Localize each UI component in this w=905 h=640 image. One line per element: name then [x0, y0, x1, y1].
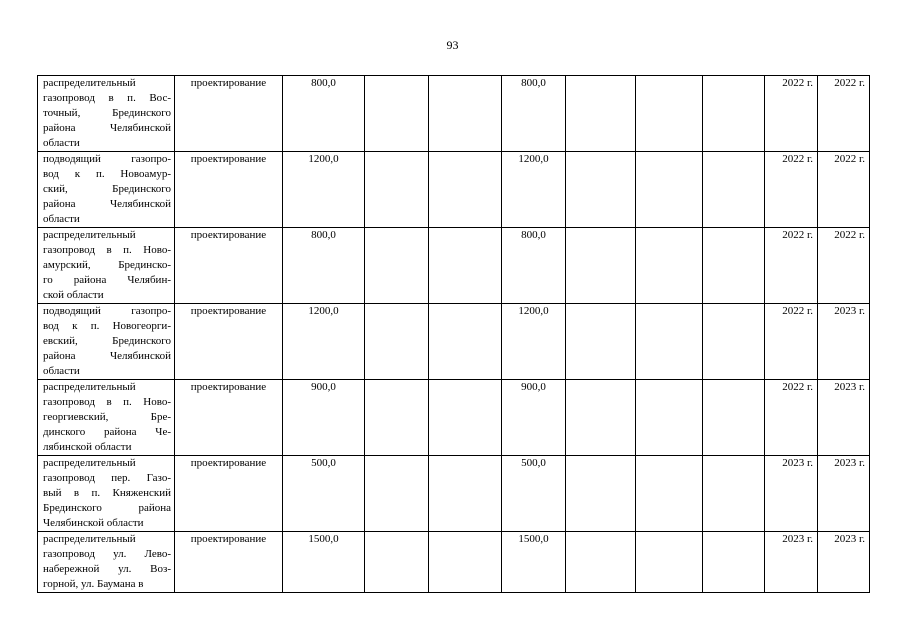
object-name-line: го района Челябин- [43, 274, 171, 286]
object-name-line: набережной ул. Воз- [43, 563, 171, 575]
object-name-line: распределительный [43, 77, 136, 89]
empty-cell [365, 304, 429, 380]
amount-cell: 1200,0 [502, 152, 566, 228]
object-name-line: точный, Брединского [43, 107, 171, 119]
empty-cell [429, 228, 502, 304]
empty-cell [365, 228, 429, 304]
amount-cell: 1200,0 [502, 304, 566, 380]
start-year-cell: 2022 г. [765, 228, 818, 304]
object-name-line: газопровод в п. Вос- [43, 92, 171, 104]
object-name-line: района Челябинской [43, 122, 171, 134]
empty-cell [703, 228, 765, 304]
empty-cell [703, 380, 765, 456]
object-name-cell [38, 76, 175, 152]
table-row [38, 76, 870, 152]
empty-cell [365, 456, 429, 532]
stage-cell: проектирование [175, 152, 283, 228]
object-name-line: вод к п. Новоамур- [43, 168, 171, 180]
object-name-cell [38, 380, 175, 456]
start-year-cell: 2023 г. [765, 456, 818, 532]
amount-cell: 1500,0 [502, 532, 566, 593]
object-name-line: области [43, 213, 80, 225]
object-name-line: вый в п. Княженский [43, 487, 171, 499]
end-year-cell: 2023 г. [818, 532, 870, 593]
empty-cell [566, 456, 636, 532]
amount-cell: 900,0 [502, 380, 566, 456]
object-name-cell [38, 304, 175, 380]
stage-cell: проектирование [175, 380, 283, 456]
empty-cell [365, 380, 429, 456]
object-name-line: подводящий газопро- [43, 305, 171, 317]
amount-cell: 500,0 [502, 456, 566, 532]
total-amount-cell: 1200,0 [283, 304, 365, 380]
empty-cell [703, 76, 765, 152]
object-name-cell [38, 532, 175, 593]
empty-cell [636, 532, 703, 593]
object-name-line: ский, Брединского [43, 183, 171, 195]
object-name-cell [38, 228, 175, 304]
end-year-cell: 2023 г. [818, 380, 870, 456]
stage-cell: проектирование [175, 304, 283, 380]
object-name-line: распределительный [43, 533, 136, 545]
empty-cell [429, 304, 502, 380]
empty-cell [636, 228, 703, 304]
table-row [38, 304, 870, 380]
object-name-line: распределительный [43, 381, 136, 393]
empty-cell [365, 76, 429, 152]
total-amount-cell: 900,0 [283, 380, 365, 456]
table-row [38, 532, 870, 593]
empty-cell [566, 228, 636, 304]
object-name-line: горной, ул. Баумана в [43, 578, 144, 590]
object-name-line: георгиевский, Бре- [43, 411, 171, 423]
total-amount-cell: 500,0 [283, 456, 365, 532]
empty-cell [429, 456, 502, 532]
total-amount-cell: 800,0 [283, 228, 365, 304]
object-name-line: района Челябинской [43, 198, 171, 210]
object-name-line: ской области [43, 289, 104, 301]
object-name-line: газопровод пер. Газо- [43, 472, 171, 484]
empty-cell [429, 76, 502, 152]
object-name-line: распределительный [43, 457, 136, 469]
empty-cell [636, 456, 703, 532]
empty-cell [566, 532, 636, 593]
empty-cell [566, 152, 636, 228]
object-name-line: распределительный [43, 229, 136, 241]
start-year-cell: 2022 г. [765, 304, 818, 380]
start-year-cell: 2022 г. [765, 76, 818, 152]
object-name-line: вод к п. Новогеорги- [43, 320, 171, 332]
object-name-line: Челябинской области [43, 517, 144, 529]
end-year-cell: 2023 г. [818, 456, 870, 532]
object-name-cell [38, 152, 175, 228]
start-year-cell: 2022 г. [765, 380, 818, 456]
end-year-cell: 2022 г. [818, 228, 870, 304]
object-name-line: динского района Че- [43, 426, 171, 438]
object-name-cell [38, 456, 175, 532]
table-row [38, 456, 870, 532]
object-name-line: области [43, 365, 80, 377]
page-number: 93 [446, 38, 459, 52]
empty-cell [703, 304, 765, 380]
total-amount-cell: 1200,0 [283, 152, 365, 228]
empty-cell [703, 532, 765, 593]
stage-cell: проектирование [175, 456, 283, 532]
amount-cell: 800,0 [502, 76, 566, 152]
total-amount-cell: 800,0 [283, 76, 365, 152]
empty-cell [566, 304, 636, 380]
object-name-line: амурский, Брединско- [43, 259, 171, 271]
empty-cell [636, 76, 703, 152]
table-row [38, 152, 870, 228]
empty-cell [703, 456, 765, 532]
total-amount-cell: 1500,0 [283, 532, 365, 593]
object-name-line: газопровод в п. Ново- [43, 396, 171, 408]
empty-cell [566, 380, 636, 456]
object-name-line: Брединского района [43, 502, 171, 514]
empty-cell [429, 380, 502, 456]
object-name-line: области [43, 137, 80, 149]
end-year-cell: 2023 г. [818, 304, 870, 380]
empty-cell [566, 76, 636, 152]
empty-cell [636, 380, 703, 456]
amount-cell: 800,0 [502, 228, 566, 304]
table-row [38, 228, 870, 304]
object-name-line: района Челябинской [43, 350, 171, 362]
empty-cell [365, 532, 429, 593]
investment-table [37, 75, 870, 593]
empty-cell [703, 152, 765, 228]
table-row [38, 380, 870, 456]
object-name-line: газопровод в п. Ново- [43, 244, 171, 256]
empty-cell [636, 152, 703, 228]
start-year-cell: 2023 г. [765, 532, 818, 593]
stage-cell: проектирование [175, 532, 283, 593]
empty-cell [365, 152, 429, 228]
stage-cell: проектирование [175, 76, 283, 152]
empty-cell [429, 152, 502, 228]
object-name-line: подводящий газопро- [43, 153, 171, 165]
empty-cell [636, 304, 703, 380]
start-year-cell: 2022 г. [765, 152, 818, 228]
stage-cell: проектирование [175, 228, 283, 304]
object-name-line: евский, Брединского [43, 335, 171, 347]
end-year-cell: 2022 г. [818, 152, 870, 228]
object-name-line: лябинской области [43, 441, 132, 453]
end-year-cell: 2022 г. [818, 76, 870, 152]
empty-cell [429, 532, 502, 593]
object-name-line: газопровод ул. Лево- [43, 548, 171, 560]
